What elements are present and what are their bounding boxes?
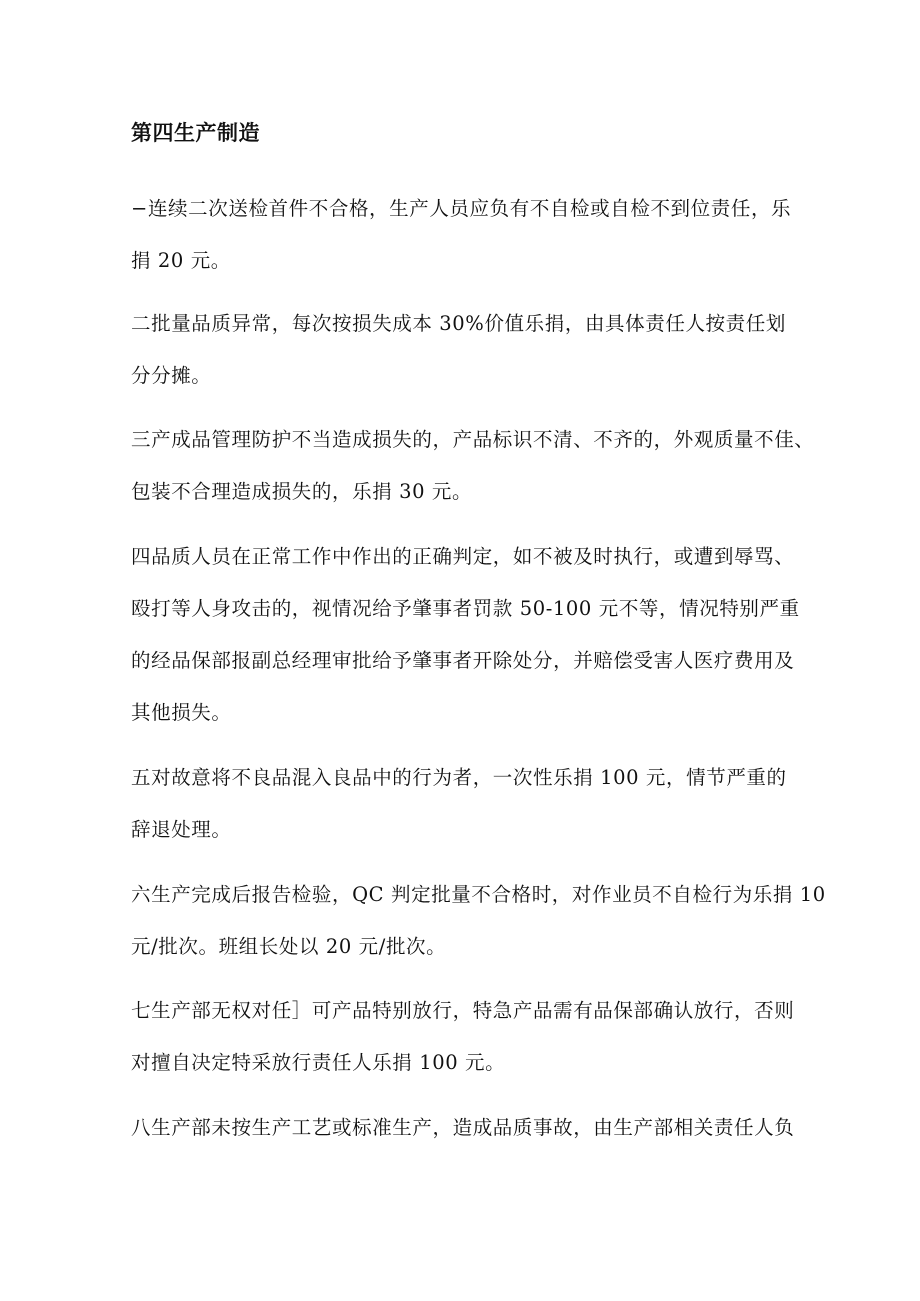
paragraph-2 <box>131 298 799 402</box>
paragraph-line: 七生产部无权对任］可产品特别放行，特急产品需有品保部确认放行，否则 <box>131 999 795 1022</box>
paragraph-line: 四品质人员在正常工作中作出的正确判定，如不被及时执行，或遭到辱骂、 <box>131 545 795 568</box>
paragraph-line: 捐 20 元。 <box>131 249 231 272</box>
paragraph-line: 辞退处理。 <box>131 818 232 841</box>
paragraph-line: 包装不合理造成损失的，乐捐 30 元。 <box>131 480 473 503</box>
paragraph-7 <box>131 985 799 1089</box>
paragraph-5 <box>131 752 799 856</box>
paragraph-line: 八生产部未按生产工艺或标准生产，造成品质事故，由生产部相关责任人负 <box>131 1116 795 1139</box>
paragraph-line: 对擅自决定特采放行责任人乐捐 100 元。 <box>131 1051 506 1074</box>
paragraph-line: 元/批次。班组长处以 20 元/批次。 <box>131 935 447 958</box>
paragraph-3 <box>131 414 815 518</box>
section-heading: 第四生产制造 <box>131 121 260 145</box>
paragraph-4 <box>131 531 799 739</box>
paragraph-8 <box>131 1102 799 1154</box>
paragraph-line: 二批量品质异常，每次按损失成本 30%价值乐捐，由具体责任人按责任划 <box>131 312 786 335</box>
paragraph-line: 殴打等人身攻击的，视情况给予肇事者罚款 50-100 元不等，情况特别严重 <box>131 597 800 620</box>
paragraph-1 <box>131 183 799 287</box>
paragraph-line: 的经品保部报副总经理审批给予肇事者开除处分，并赔偿受害人医疗费用及 <box>131 649 795 672</box>
paragraph-line: −连续二次送检首件不合格，生产人员应负有不自检或自检不到位责任，乐 <box>131 197 792 220</box>
paragraph-line: 分分摊。 <box>131 364 212 387</box>
paragraph-line: 三产成品管理防护不当造成损失的，产品标识不清、不齐的，外观质量不佳、 <box>131 428 815 451</box>
paragraph-line: 其他损失。 <box>131 701 232 724</box>
paragraph-line: 五对故意将不良品混入良品中的行为者，一次性乐捐 100 元，情节严重的 <box>131 766 787 789</box>
paragraph-line: 六生产完成后报告检验，QC 判定批量不合格时，对作业员不自检行为乐捐 10 <box>131 883 826 906</box>
paragraph-6 <box>131 869 826 973</box>
